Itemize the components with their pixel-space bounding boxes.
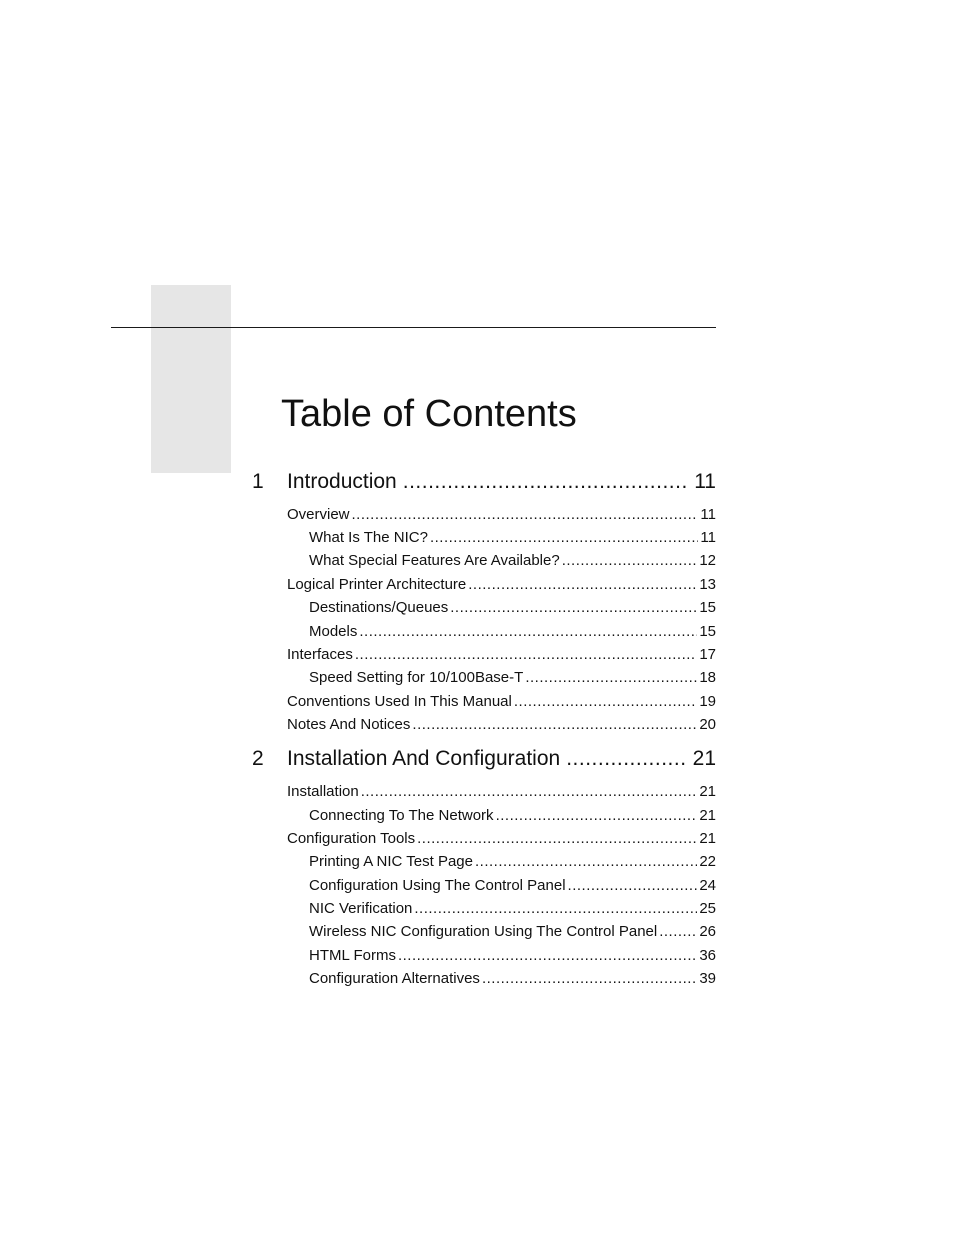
page-number: 21 <box>692 747 716 770</box>
entry-label: Overview <box>287 506 350 523</box>
toc-subentry[interactable] <box>309 529 716 551</box>
dot-leader <box>403 470 688 494</box>
toc-entry[interactable] <box>287 716 716 738</box>
entry-label: Conventions Used In This Manual <box>287 693 512 710</box>
entry-label: Speed Setting for 10/100Base-T <box>309 669 524 686</box>
toc-subentry[interactable] <box>309 947 716 969</box>
page-number: 15 <box>699 599 716 616</box>
dot-leader <box>475 853 697 870</box>
dot-leader <box>468 576 697 593</box>
page-number: 24 <box>699 877 716 894</box>
entry-label: Configuration Tools <box>287 830 416 847</box>
entry-label: Logical Printer Architecture <box>287 576 467 593</box>
entry-label: Connecting To The Network <box>309 807 494 824</box>
dot-leader <box>496 807 698 824</box>
dot-leader <box>398 947 697 964</box>
dot-leader <box>568 877 698 894</box>
page-number: 12 <box>699 552 716 569</box>
page-number: 20 <box>699 716 716 733</box>
toc-entry[interactable] <box>287 783 716 805</box>
entry-label: Installation <box>287 783 359 800</box>
entry-label: Destinations/Queues <box>309 599 449 616</box>
page-number: 21 <box>699 807 716 824</box>
entry-label: Notes And Notices <box>287 716 411 733</box>
toc-subentry[interactable] <box>309 853 716 875</box>
chapter-tab-block <box>151 285 231 473</box>
toc-chapter-2[interactable] <box>252 747 716 777</box>
toc-subentry[interactable] <box>309 970 716 992</box>
entry-label: Configuration Using The Control Panel <box>309 877 566 894</box>
toc-subentry[interactable] <box>309 552 716 574</box>
dot-leader <box>514 693 697 710</box>
toc-entry[interactable] <box>287 830 716 852</box>
toc-entry[interactable] <box>287 646 716 668</box>
chapter-number: 1 <box>252 470 264 493</box>
dot-leader <box>359 623 697 640</box>
toc-subentry[interactable] <box>309 923 716 945</box>
dot-leader <box>352 506 699 523</box>
entry-label: What Is The NIC? <box>309 529 428 546</box>
page-number: 17 <box>699 646 716 663</box>
entry-label: Models <box>309 623 358 640</box>
entry-label: Wireless NIC Configuration Using The Control Panel <box>309 923 658 940</box>
entry-label: Interfaces <box>287 646 353 663</box>
dot-leader <box>412 716 697 733</box>
page-number: 25 <box>699 900 716 917</box>
page-number: 21 <box>699 830 716 847</box>
dot-leader <box>355 646 697 663</box>
page-number: 11 <box>694 470 716 493</box>
toc-entry[interactable] <box>287 576 716 598</box>
entry-label: What Special Features Are Available? <box>309 552 560 569</box>
dot-leader <box>430 529 698 546</box>
dot-leader <box>562 552 698 569</box>
page-number: 36 <box>699 947 716 964</box>
toc-subentry[interactable] <box>309 669 716 691</box>
page-number: 21 <box>699 783 716 800</box>
page-number: 18 <box>699 669 716 686</box>
toc-subentry[interactable] <box>309 623 716 645</box>
toc-chapter-1[interactable] <box>252 470 716 500</box>
toc-entry[interactable] <box>287 506 716 528</box>
chapter-number: 2 <box>252 747 264 770</box>
dot-leader <box>450 599 697 616</box>
dot-leader <box>659 923 697 940</box>
page-number: 26 <box>699 923 716 940</box>
dot-leader <box>361 783 698 800</box>
chapter-title: Introduction <box>287 470 397 493</box>
chapter-title: Installation And Configuration <box>287 747 561 770</box>
page-number: 19 <box>699 693 716 710</box>
toc-subentry[interactable] <box>309 599 716 621</box>
page-number: 13 <box>699 576 716 593</box>
entry-label: Configuration Alternatives <box>309 970 480 987</box>
dot-leader <box>482 970 697 987</box>
dot-leader <box>417 830 697 847</box>
page-number: 15 <box>699 623 716 640</box>
toc-entry[interactable] <box>287 693 716 715</box>
page-number: 11 <box>700 529 716 546</box>
entry-label: NIC Verification <box>309 900 413 917</box>
dot-leader <box>525 669 697 686</box>
page-number: 11 <box>700 506 716 523</box>
entry-label: Printing A NIC Test Page <box>309 853 473 870</box>
header-rule <box>111 327 716 328</box>
entry-label: HTML Forms <box>309 947 396 964</box>
page-title: Table of Contents <box>281 393 577 435</box>
toc-subentry[interactable] <box>309 877 716 899</box>
toc-subentry[interactable] <box>309 900 716 922</box>
dot-leader <box>414 900 697 917</box>
page-number: 39 <box>699 970 716 987</box>
toc-subentry[interactable] <box>309 807 716 829</box>
page-number: 22 <box>699 853 716 870</box>
dot-leader <box>566 747 686 771</box>
